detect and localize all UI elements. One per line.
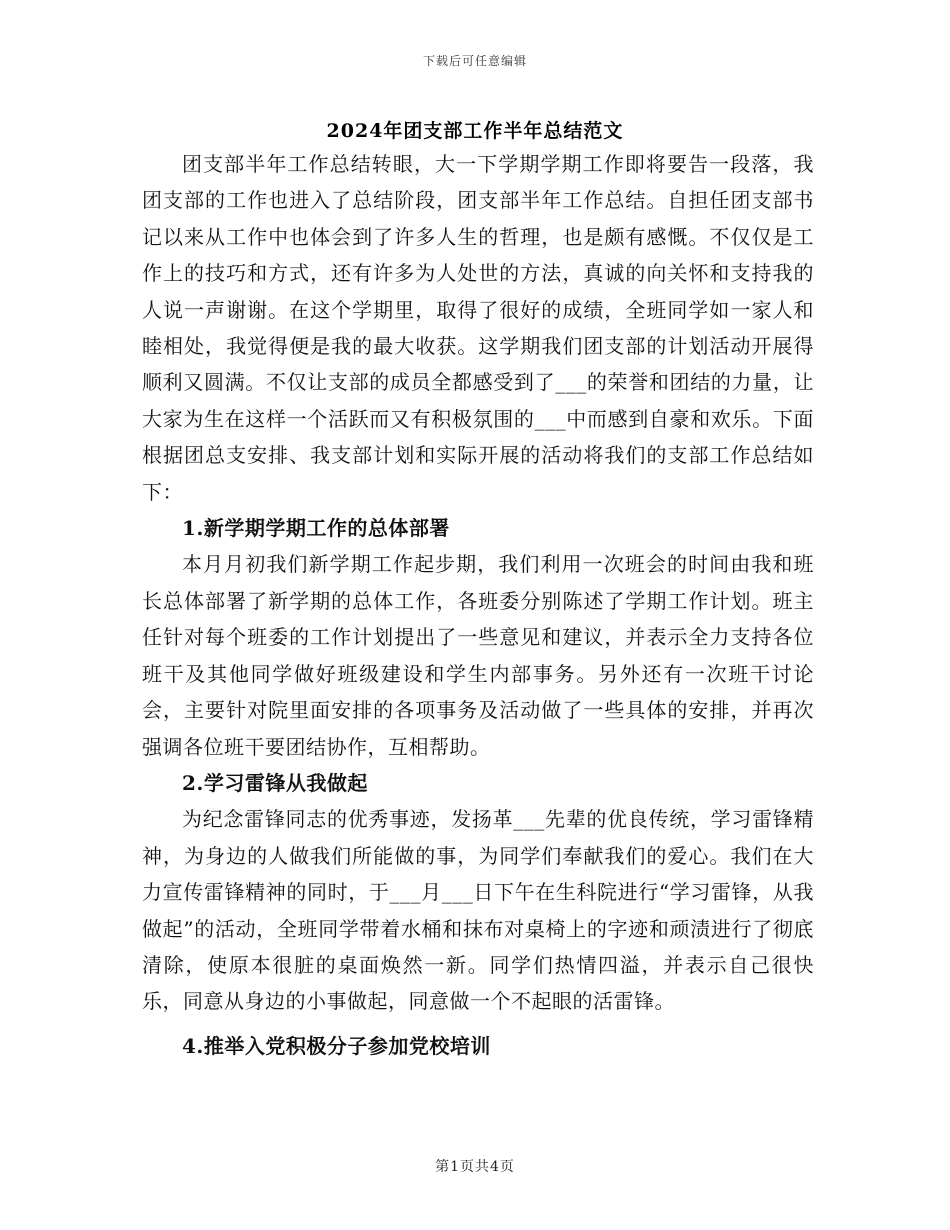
intro-paragraph: 团支部半年工作总结转眼，大一下学期学期工作即将要告一段落，我团支部的工作也进入了总结阶段，团支部半年工作总结。自担任团支部书记以来从工作中也体会到了许多人生的哲理，也是颇有感慨。不仅仅是工作上的技巧和方式，还有许多为人处世的方法，真诚的向关怀和支持我的人说一声谢谢。在这个学期里，取得了很好的成绩，全班同学如一家人和睦相处，我觉得便是我的最大收获。这学期我们团支部的计划活动开展得顺利又圆满。不仅让支部的成员全都感受到了___的荣誉和团结的力量，让大家为生在这样一个活跃而又有积极氛围的___中而感到自豪和欢乐。下面根据团总支安排、我支部计划和实际开展的活动将我们的支部工作总结如下： [142, 152, 814, 504]
document-body [142, 146, 814, 1064]
document-title: 2024年团支部工作半年总结范文 [326, 120, 624, 142]
section-body-1: 本月月初我们新学期工作起步期，我们利用一次班会的时间由我和班长总体部署了新学期的总体工作，各班委分别陈述了学期工作计划。班主任针对每个班委的工作计划提出了一些意见和建议，并表示全力支持各位班干及其他同学做好班级建设和学生内部事务。另外还有一次班干讨论会，主要针对院里面安排的各项事务及活动做了一些具体的安排，并再次强调各位班干要团结协作，互相帮助。 [142, 552, 814, 759]
section-heading-4: 4.推举入党积极分子参加党校培训 [182, 1033, 491, 1058]
section-body-2: 为纪念雷锋同志的优秀事迹，发扬革___先辈的优良传统，学习雷锋精神，为身边的人做我们所能做的事，为同学们奉献我们的爱心。我们在大力宣传雷锋精神的同时，于___月___日下午在生科院进行“学习雷锋，从我做起”的活动，全班同学带着水桶和抹布对桌椅上的字迹和顽渍进行了彻底清除，使原本很脏的桌面焕然一新。同学们热情四溢，并表示自己很快乐，同意从身边的小事做起，同意做一个不起眼的活雷锋。 [142, 807, 814, 1014]
page-indicator: 第1页共4页 [435, 1159, 515, 1175]
section-heading-1: 1.新学期学期工作的总体部署 [182, 516, 450, 541]
header-note: 下载后可任意编辑 [422, 54, 527, 68]
section-heading-2: 2.学习雷锋从我做起 [182, 770, 368, 795]
